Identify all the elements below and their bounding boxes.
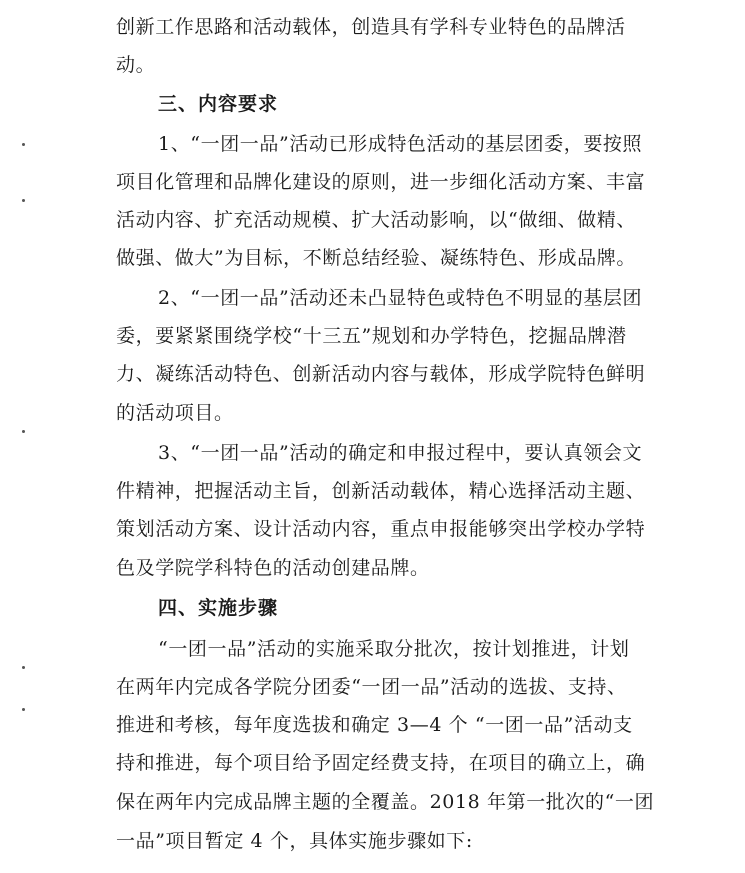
scan-speck <box>22 199 25 202</box>
body-text-line: 创新工作思路和活动载体，创造具有学科专业特色的品牌活 <box>116 16 626 38</box>
section-heading: 四、实施步骤 <box>158 597 279 619</box>
body-text-line: 在两年内完成各学院分团委“一团一品”活动的选拔、支持、 <box>116 676 627 698</box>
scan-speck <box>22 430 25 433</box>
body-text-line: 保在两年内完成品牌主题的全覆盖。2018 年第一批次的“一团 <box>116 791 655 813</box>
section-heading: 三、内容要求 <box>158 93 279 115</box>
body-text-line: 持和推进，每个项目给予固定经费支持，在项目的确立上，确 <box>116 752 646 774</box>
body-text-line: 活动内容、扩充活动规模、扩大活动影响，以“做细、做精、 <box>116 209 636 231</box>
body-text-line: 1、“一团一品”活动已形成特色活动的基层团委，要按照 <box>158 133 643 155</box>
scan-speck <box>22 708 25 711</box>
body-text-line: 推进和考核，每年度选拔和确定 3—4 个 “一团一品”活动支 <box>116 714 633 736</box>
body-text-line: 委，要紧紧围绕学校“十三五”规划和办学特色，挖掘品牌潜 <box>116 325 627 347</box>
body-text-line: 的活动项目。 <box>116 402 234 424</box>
scan-speck <box>22 666 25 669</box>
body-text-line: 3、“一团一品”活动的确定和申报过程中，要认真领会文 <box>158 442 643 464</box>
body-text-line: 做强、做大”为目标，不断总结经验、凝练特色、形成品牌。 <box>116 247 636 269</box>
body-text-line: 色及学院学科特色的活动创建品牌。 <box>116 557 430 579</box>
body-text-line: 力、凝练活动特色、创新活动内容与载体，形成学院特色鲜明 <box>116 363 646 385</box>
body-text-line: 项目化管理和品牌化建设的原则，进一步细化活动方案、丰富 <box>116 171 646 193</box>
body-text-line: 策划活动方案、设计活动内容，重点申报能够突出学校办学特 <box>116 518 646 540</box>
scan-speck <box>22 143 25 146</box>
body-text-line: “一团一品”活动的实施采取分批次，按计划推进，计划 <box>158 638 630 660</box>
body-text-line: 动。 <box>116 54 156 76</box>
body-text-line: 件精神，把握活动主旨，创新活动载体，精心选择活动主题、 <box>116 480 646 502</box>
body-text-line: 一品”项目暂定 4 个，具体实施步骤如下: <box>116 830 473 852</box>
body-text-line: 2、“一团一品”活动还未凸显特色或特色不明显的基层团 <box>158 287 643 309</box>
